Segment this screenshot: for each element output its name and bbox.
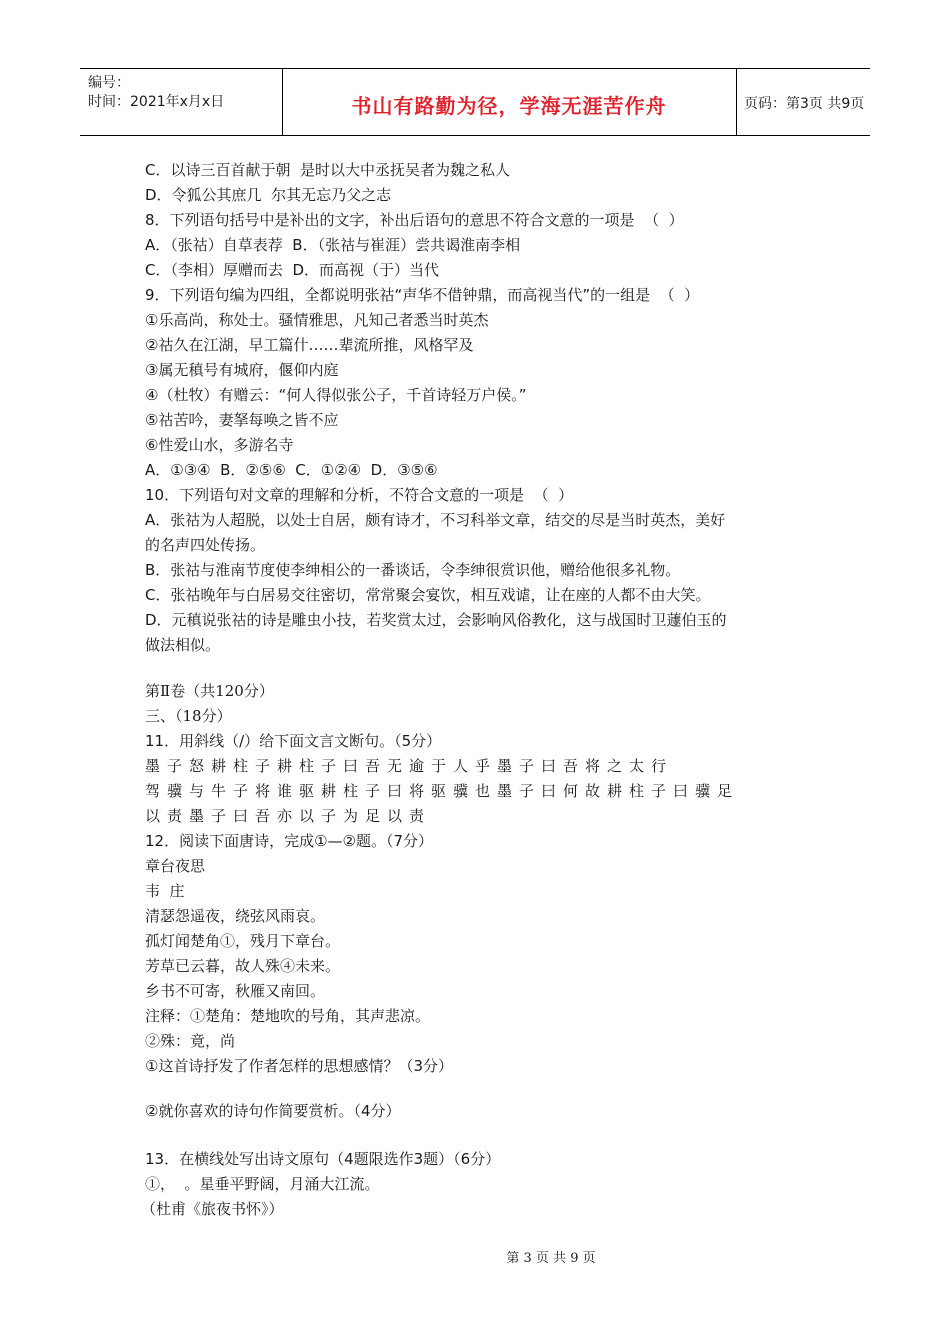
text-line: ③属无稹号有城府，偃仰内庭 [145, 361, 339, 379]
text-line: 做法相似。 [145, 636, 221, 654]
poem-line: 芳草已云暮，故人殊④未来。 [145, 957, 341, 975]
poem-title: 章台夜思 [145, 857, 206, 875]
text-line: D．元稹说张祜的诗是雕虫小技，若奖赏太过，会影响风俗教化，这与战国时卫蘧伯玉的 [145, 611, 727, 629]
text-line: 的名声四处传扬。 [145, 536, 266, 554]
question-9: 9．下列语句编为四组，全都说明张祜“声华不借钟鼎，而高视当代”的一组是 （ ） [145, 286, 700, 304]
poem-line: 孤灯闻楚角①，残月下章台。 [145, 932, 341, 950]
text-line: C．张祜晚年与白居易交往密切，常常聚会宴饮，相互戏谑，让在座的人都不由大笑。 [145, 586, 711, 604]
annotation-line: ②殊：竟，尚 [145, 1032, 236, 1050]
text-line: ⑥性爱山水，多游名寺 [145, 436, 294, 454]
text-line: ①乐高尚，称处士。骚情雅思，凡知己者悉当时英杰 [145, 311, 489, 329]
text-line: ⑤祜苦吟，妻拏每唤之皆不应 [145, 411, 339, 429]
annotation-line: 注释：①楚角：楚地吹的号角，其声悲凉。 [145, 1007, 431, 1025]
page-header [80, 68, 870, 136]
text-line: C．（李相）厚赠而去 D．而高视（于）当代 [145, 261, 440, 279]
number-label: 编号： [88, 75, 130, 91]
poem-line: 乡书不可寄，秋雁又南回。 [145, 982, 326, 1000]
classical-text-line: 墨子怒耕柱子耕柱子曰吾无逾于人乎墨子曰吾将之太行 [145, 757, 674, 775]
text-line: ②祜久在江湖，早工篇什……辈流所推，风格罕及 [145, 336, 474, 354]
page-label: 页码：第3页 共9页 [744, 96, 865, 112]
sub-question: ②就你喜欢的诗句作简要赏析。（4分） [145, 1102, 401, 1120]
classical-text-line: 驾骥与牛子将谁驱耕柱子曰将驱骥也墨子曰何故耕柱子曰骥足 [145, 782, 740, 800]
text-line: B．张祜与淮南节度使李绅相公的一番谈话，令李绅很赏识他，赠给他很多礼物。 [145, 561, 681, 579]
fill-in-line: ①， 。星垂平野阔，月涌大江流。 [145, 1175, 380, 1193]
header-page-cell [736, 69, 870, 135]
header-meta-cell [80, 69, 283, 135]
date-label: 时间：2021年x月x日 [88, 94, 225, 110]
sub-question: ①这首诗抒发了作者怎样的思想感情？（3分） [145, 1057, 453, 1075]
text-line: C．以诗三百首献于朝 是时以大中丞抚吴者为魏之私人 [145, 161, 511, 179]
header-motto-cell [282, 69, 737, 135]
source-citation: （杜甫《旅夜书怀》） [141, 1200, 284, 1218]
footer-page-number: 第 3 页 共 9 页 [506, 1251, 596, 1266]
question-13: 13．在横线处写出诗文原句（4题限选作3题）（6分） [145, 1150, 501, 1168]
question-8: 8．下列语句括号中是补出的文字，补出后语句的意思不符合文意的一项是 （ ） [145, 211, 684, 229]
section-title: 第Ⅱ卷（共120分） [145, 682, 274, 700]
page-footer [0, 1247, 950, 1266]
poem-author: 韦 庄 [145, 882, 185, 900]
poem-line: 清瑟怨遥夜，绕弦风雨哀。 [145, 907, 326, 925]
text-line: D．令狐公其庶几 尔其无忘乃父之志 [145, 186, 392, 204]
motto: 书山有路勤为径，学海无涯苦作舟 [351, 93, 667, 118]
text-line: A．①③④ B．②⑤⑥ C．①②④ D．③⑤⑥ [145, 461, 438, 479]
text-line: ④（杜牧）有赠云：“何人得似张公子，千首诗轻万户侯。” [145, 386, 527, 404]
classical-text-line: 以责墨子曰吾亦以子为足以责 [145, 807, 432, 825]
question-12: 12．阅读下面唐诗，完成①—②题。（7分） [145, 832, 434, 850]
question-11: 11．用斜线（/）给下面文言文断句。（5分） [145, 732, 442, 750]
question-10: 10．下列语句对文章的理解和分析，不符合文意的一项是 （ ） [145, 486, 574, 504]
section-subtitle: 三、（18分） [145, 707, 232, 725]
text-line: A．张祜为人超脱，以处士自居，颇有诗才，不习科举文章，结交的尽是当时英杰，美好 [145, 511, 726, 529]
text-line: A．（张祜）自草表荐 B．（张祜与崔涯）尝共谒淮南李相 [145, 236, 521, 254]
